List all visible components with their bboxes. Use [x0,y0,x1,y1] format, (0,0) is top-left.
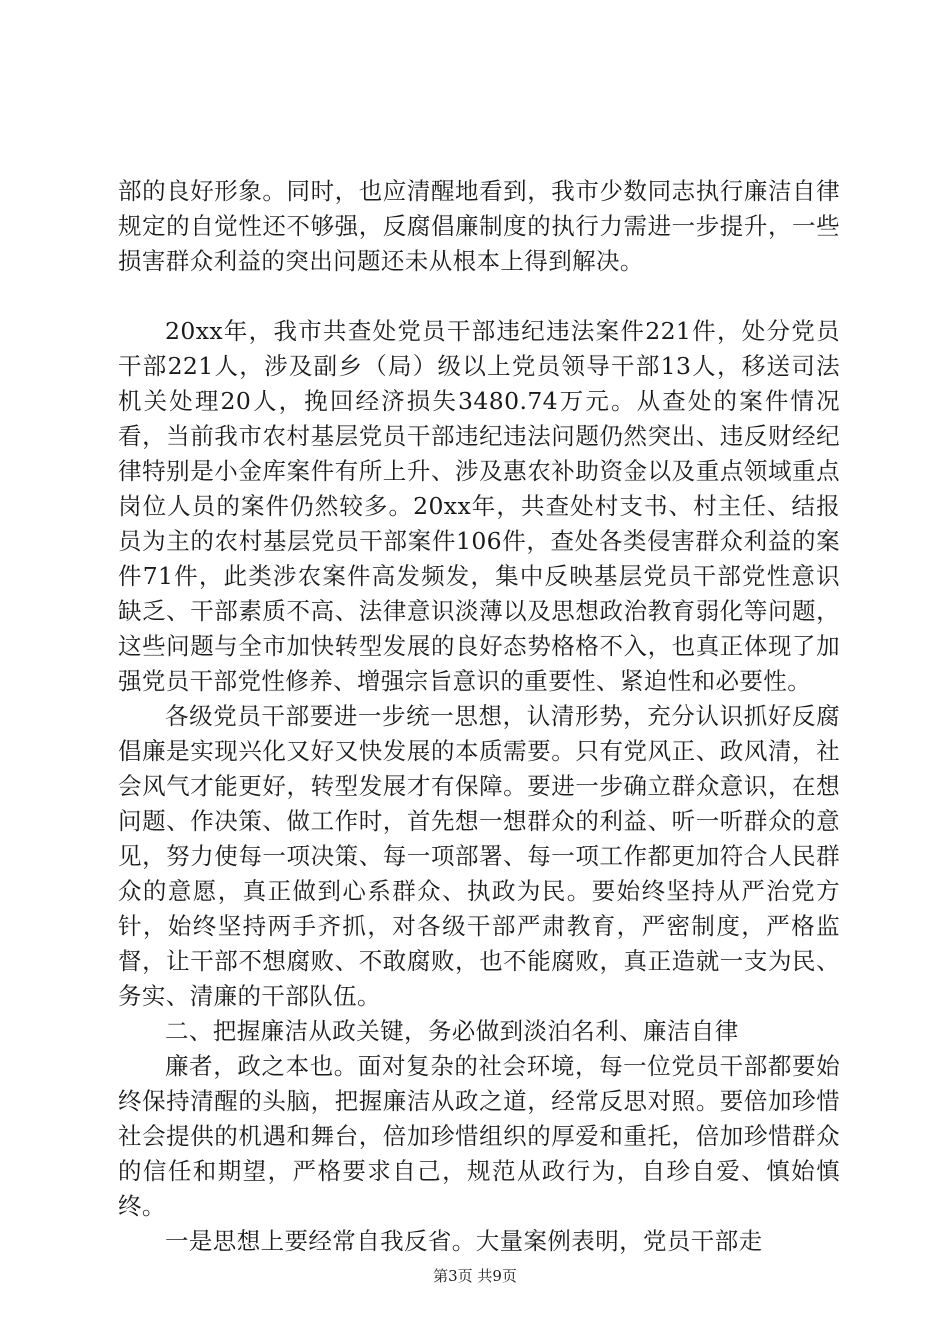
paragraph-integrity: 廉者，政之本也。面对复杂的社会环境，每一位党员干部都要始终保持清醒的头脑，把握廉洁从政之道，经常反思对照。要倍加珍惜社会提供的机遇和舞台，倍加珍惜组织的厚爱和重托，倍加珍惜群众的信任和期望，严格要求自己，规范从政行为，自珍自爱、慎始慎终。 [118,1052,840,1220]
paragraph-self-reflection: 一是思想上要经常自我反省。大量案例表明，党员干部走 [165,1227,763,1255]
page-footer: 第3页 共9页 [433,1267,517,1285]
paragraph-unify-thinking: 各级党员干部要进一步统一思想，认清形势，充分认识抓好反腐倡廉是实现兴化又好又快发展的本质需要。只有党风正、政风清，社会风气才能更好，转型发展才有保障。要进一步确立群众意识，在想问题、作决策、做工作时，首先想一想群众的利益、听一听群众的意见，努力使每一项决策、每一项部署、每一项工作都更加符合人民群众的意愿，真正做到心系群众、执政为民。要始终坚持从严治党方针，始终坚持两手齐抓，对各级干部严肃教育，严密制度，严格监督，让干部不想腐败、不敢腐败，也不能腐败，真正造就一支为民、务实、清廉的干部队伍。 [118,702,840,1010]
document-body [118,174,840,1259]
section-heading-two: 二、把握廉洁从政关键，务必做到淡泊名利、廉洁自律 [165,1017,739,1045]
paragraph-continuation: 部的良好形象。同时，也应清醒地看到，我市少数同志执行廉洁自律规定的自觉性还不够强，反腐倡廉制度的执行力需进一步提升，一些损害群众利益的突出问题还未从根本上得到解决。 [118,177,840,275]
paragraph-case-statistics: 20xx年，我市共查处党员干部违纪违法案件221件，处分党员干部221人，涉及副乡（局）级以上党员领导干部13人，移送司法机关处理20人，挽回经济损失3480.74万元。从查处的案件情况看，当前我市农村基层党员干部违纪违法问题仍然突出、违反财经纪律特别是小金库案件有所上升、涉及惠农补助资金以及重点领域重点岗位人员的案件仍然较多。20xx年，共查处村支书、村主任、结报员为主的农村基层党员干部案件106件，查处各类侵害群众利益的案件71件，此类涉农案件高发频发，集中反映基层党员干部党性意识缺乏、干部素质不高、法律意识淡薄以及思想政治教育弱化等问题，这些问题与全市加快转型发展的良好态势格格不入，也真正体现了加强党员干部党性修养、增强宗旨意识的重要性、紧迫性和必要性。 [118,317,840,695]
